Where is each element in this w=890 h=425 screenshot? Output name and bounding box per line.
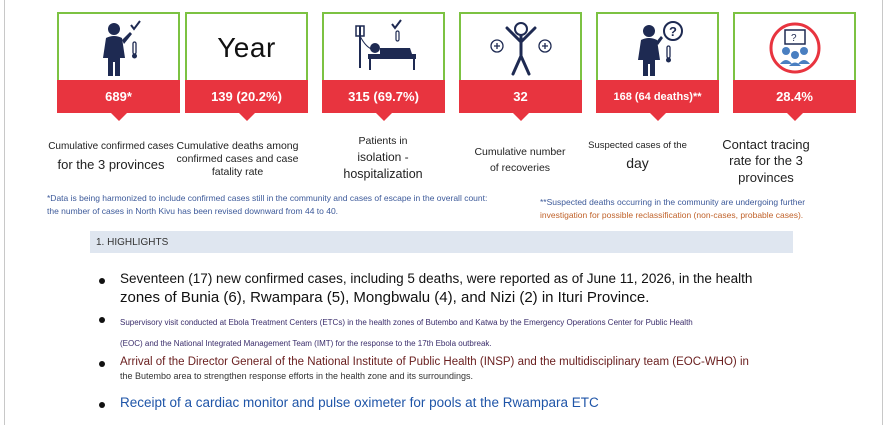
card-recoveries — [459, 12, 582, 113]
caption-suspected: Suspected cases of the day — [588, 140, 687, 171]
recovered-person-icon — [461, 14, 580, 82]
card-deaths — [185, 12, 308, 113]
caption-confirmed: Cumulative confirmed cases for the 3 provinces — [48, 141, 174, 172]
svg-text:?: ? — [790, 33, 797, 44]
footnote-left: *Data is being harmonized to include confirmed cases still in the community and cases of escape in the overall count: the number of cases in North Kivu has been revised downward from 44 to 40. — [47, 193, 488, 217]
right-border — [882, 0, 883, 425]
contact-tracing-value: 28.4% — [733, 80, 856, 113]
caption-contact-tracing: Contact tracing rate for the 3 provinces — [722, 137, 810, 185]
deaths-value: 139 (20.2%) — [185, 80, 308, 113]
highlight-item-3: Arrival of the Director General of the National Institute of Public Health (INSP) and the multidisciplinary team (EOC-WHO) in the Butembo area to strengthen response efforts in the health zone and its surroundings. — [120, 356, 749, 382]
bullet-dot — [99, 402, 105, 408]
highlight-item-4: Receipt of a cardiac monitor and pulse oximeter for pools at the Rwampara ETC — [120, 395, 599, 410]
sick-person-icon — [59, 14, 178, 82]
confirmed-cases-value: 689* — [57, 80, 180, 113]
year-label: Year — [217, 32, 276, 63]
card-isolation — [322, 12, 445, 113]
card-contact-tracing — [733, 12, 856, 113]
caption-recoveries: Cumulative number of recoveries — [474, 146, 566, 175]
caption-isolation: Patients in isolation - hospitalization — [343, 135, 423, 182]
highlight-item-1: Seventeen (17) new confirmed cases, including 5 deaths, were reported as of June 11, 2026, in the health zones of Bunia (6), Rwampara (5), Mongbwalu (4), and Nizi (2) in Ituri Province. — [120, 271, 753, 307]
suspected-person-icon — [598, 14, 717, 82]
caption-deaths: Cumulative deaths among confirmed cases and case fatality rate — [176, 140, 299, 179]
suspected-value: 168 (64 deaths)** — [596, 80, 719, 113]
contact-tracing-icon — [735, 14, 854, 82]
isolation-value: 315 (69.7%) — [322, 80, 445, 113]
bullet-dot — [99, 317, 105, 323]
card-suspected — [596, 12, 719, 113]
bullet-dot — [99, 278, 105, 284]
card-confirmed-cases — [57, 12, 180, 113]
highlights-heading: 1. HIGHLIGHTS — [90, 231, 793, 253]
hospital-bed-icon — [324, 14, 443, 82]
footnote-right: **Suspected deaths occurring in the community are undergoing further investigation for possible reclassification (non-cases, probable cases). — [540, 197, 806, 221]
bullet-dot — [99, 361, 105, 367]
svg-text:?: ? — [668, 24, 677, 39]
recoveries-value: 32 — [459, 80, 582, 113]
left-border — [4, 0, 5, 425]
highlight-item-2: Supervisory visit conducted at Ebola Treatment Centers (ETCs) in the health zones of Butembo and Katwa by the Emergency Operations Center for Public Health (EOC) and the National Integrated Management Team (IMT) for the response to the 17th Ebola outbreak. — [120, 318, 693, 348]
